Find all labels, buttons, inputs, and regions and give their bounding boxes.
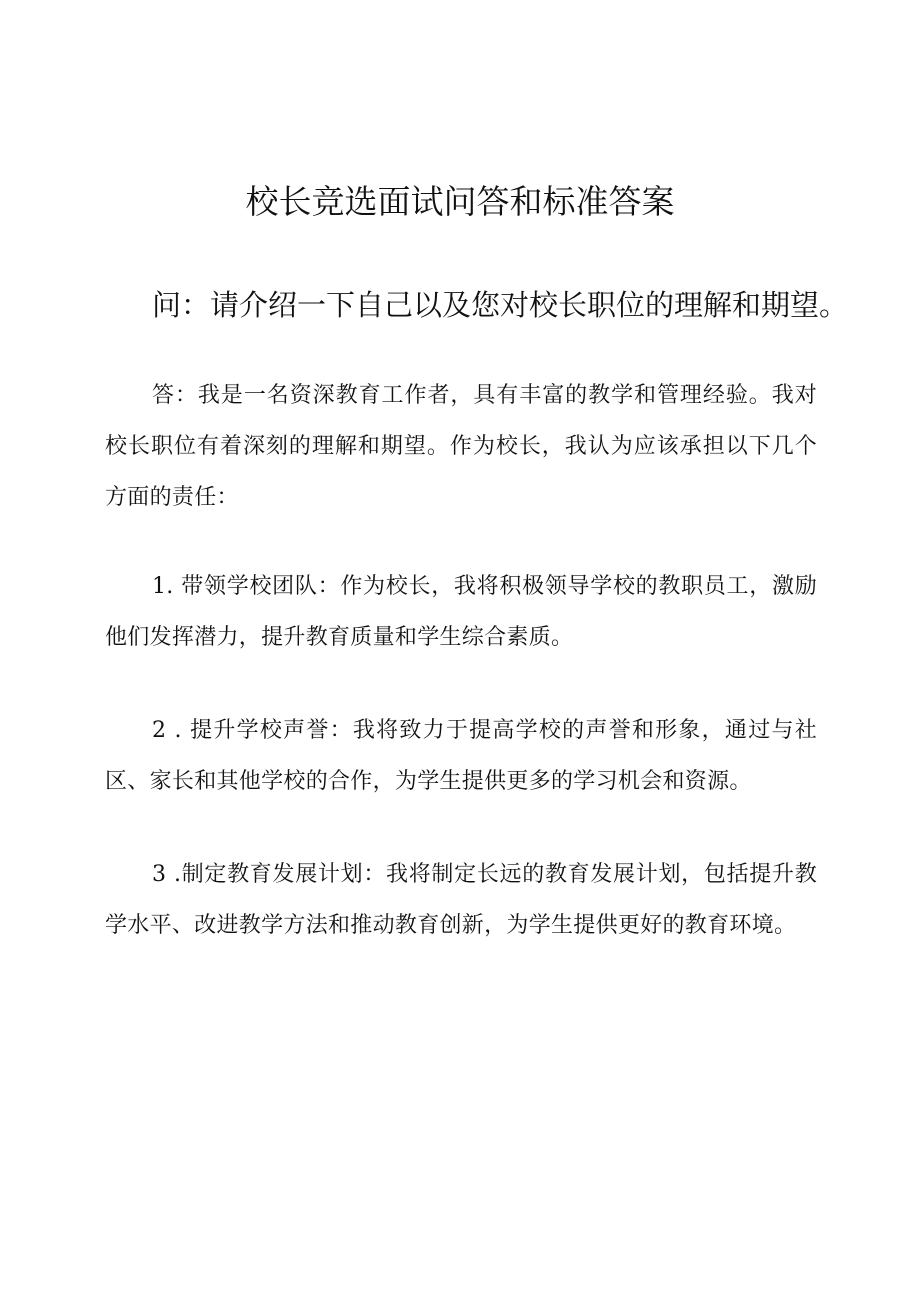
responsibility-item-1: 1. 带领学校团队：作为校长，我将积极领导学校的教职员工，激励他们发挥潜力，提升教育质量和学生综合素质。 <box>105 574 817 650</box>
responsibility-item-3: 3 .制定教育发展计划：我将制定长远的教育发展计划，包括提升教学水平、改进教学方法和推动教育创新，为学生提供更好的教育环境。 <box>105 862 817 938</box>
answer-intro-paragraph: 答：我是一名资深教育工作者，具有丰富的教学和管理经验。我对校长职位有着深刻的理解和期望。作为校长，我认为应该承担以下几个方面的责任： <box>105 383 817 510</box>
responsibility-item-2: 2 . 提升学校声誉：我将致力于提高学校的声誉和形象，通过与社区、家长和其他学校的合作，为学生提供更多的学习机会和资源。 <box>105 718 817 794</box>
interview-question: 问：请介绍一下自己以及您对校长职位的理解和期望。 <box>152 288 849 322</box>
document-title: 校长竞选面试问答和标准答案 <box>245 182 675 221</box>
